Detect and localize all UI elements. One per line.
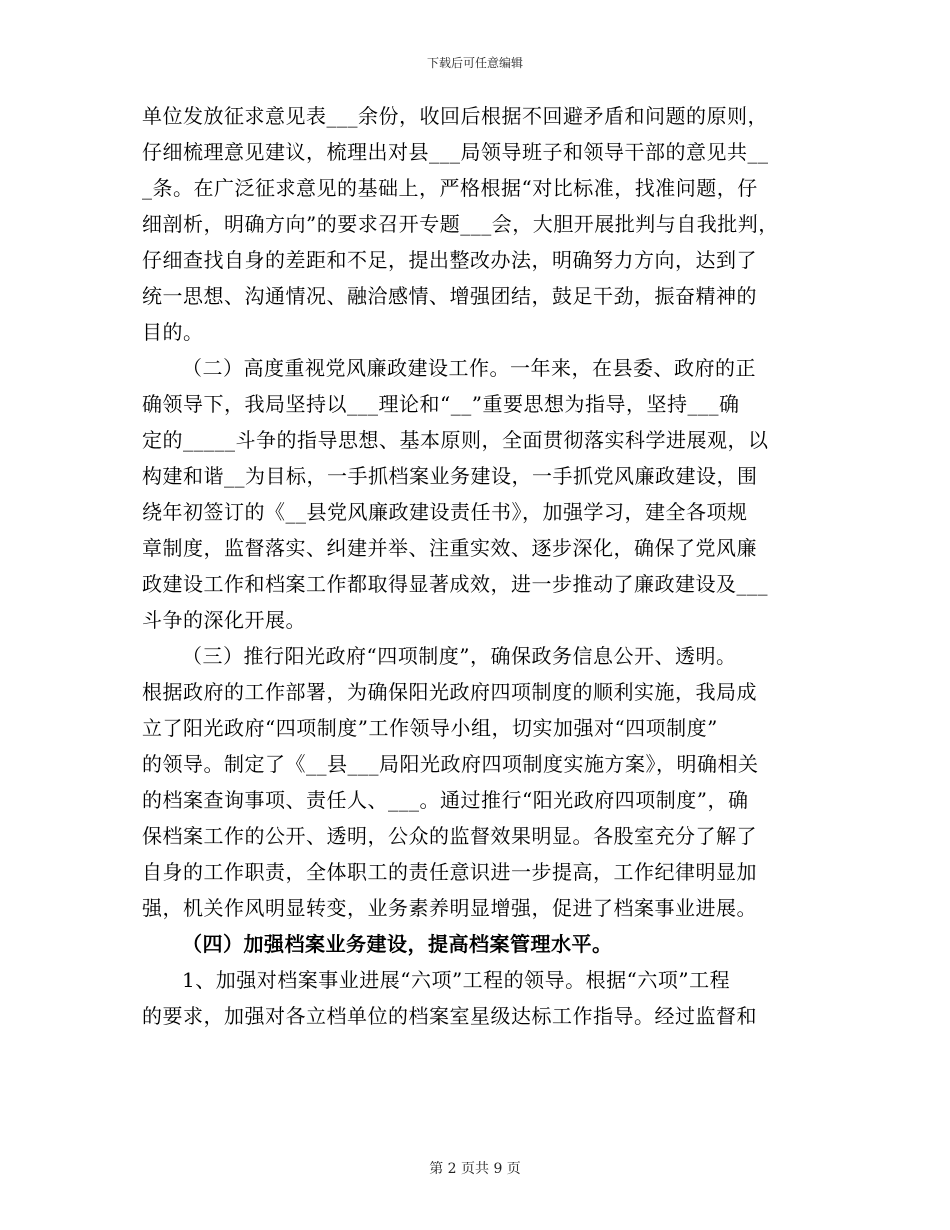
text-line: 根据政府的工作部署，为确保阳光政府四项制度的顺利实施，我局成 bbox=[142, 680, 757, 704]
text-line: 定的_____斗争的指导思想、基本原则，全面贯彻落实科学进展观，以 bbox=[142, 428, 769, 452]
text-line: 强，机关作风明显转变，业务素养明显增强，促进了档案事业进展。 bbox=[142, 896, 757, 920]
text-line: 确领导下，我局坚持以___理论和“__”重要思想为指导，坚持___确 bbox=[142, 392, 740, 416]
text-line: 的领导。制定了《__县___局阳光政府四项制度实施方案》，明确相关 bbox=[142, 752, 759, 776]
page-header: 下载后可任意编辑 bbox=[426, 56, 523, 70]
paragraph-3 bbox=[142, 638, 802, 926]
text-line: 仔细梳理意见建议，梳理出对县___局领导班子和领导干部的意见共__ bbox=[142, 140, 769, 164]
text-line: 细剖析，明确方向”的要求召开专题___会，大胆开展批判与自我批判， bbox=[142, 212, 779, 236]
text-line: （二）高度重视党风廉政建设工作。一年来，在县委、政府的正 bbox=[182, 356, 756, 380]
paragraph-2 bbox=[142, 350, 802, 638]
text-line: 统一思想、沟通情况、融洽感情、增强团结，鼓足干劲，振奋精神的 bbox=[142, 284, 757, 308]
text-line: 斗争的深化开展。 bbox=[142, 608, 306, 632]
text-line: _条。在广泛征求意见的基础上，严格根据“对比标准，找准问题，仔 bbox=[142, 176, 758, 200]
text-line: 自身的工作职责，全体职工的责任意识进一步提高，工作纪律明显加 bbox=[142, 860, 757, 884]
text-line: 的档案查询事项、责任人、___。通过推行“阳光政府四项制度”，确 bbox=[142, 788, 749, 812]
text-line: 1、加强对档案事业进展“六项”工程的领导。根据“六项”工程 bbox=[182, 968, 731, 992]
paragraph-4 bbox=[142, 962, 802, 1034]
text-line: 保档案工作的公开、透明，公众的监督效果明显。各股室充分了解了 bbox=[142, 824, 757, 848]
text-line: 构建和谐__为目标，一手抓档案业务建设，一手抓党风廉政建设，围 bbox=[142, 464, 758, 488]
text-line: 立了阳光政府“四项制度”工作领导小组，切实加强对“四项制度” bbox=[142, 716, 718, 740]
text-line: 政建设工作和档案工作都取得显著成效，进一步推动了廉政建设及___ bbox=[142, 572, 768, 596]
section-heading: （四）加强档案业务建设，提高档案管理水平。 bbox=[182, 932, 613, 956]
paragraph-1 bbox=[142, 98, 802, 350]
text-line: 章制度，监督落实、纠建并举、注重实效、逐步深化，确保了党风廉 bbox=[142, 536, 757, 560]
page-footer: 第 2 页共 9 页 bbox=[429, 1161, 521, 1177]
text-line: 绕年初签订的《__县党风廉政建设责任书》，加强学习，建全各项规 bbox=[142, 500, 748, 524]
text-line: 目的。 bbox=[142, 320, 204, 344]
document-body bbox=[142, 98, 802, 1034]
text-line: 单位发放征求意见表___余份，收回后根据不回避矛盾和问题的原则， bbox=[142, 104, 768, 128]
text-line: （三）推行阳光政府“四项制度”，确保政务信息公开、透明。 bbox=[182, 644, 737, 668]
text-line: 的要求，加强对各立档单位的档案室星级达标工作指导。经过监督和 bbox=[142, 1004, 757, 1028]
text-line: 仔细查找自身的差距和不足，提出整改办法，明确努力方向，达到了 bbox=[142, 248, 757, 272]
